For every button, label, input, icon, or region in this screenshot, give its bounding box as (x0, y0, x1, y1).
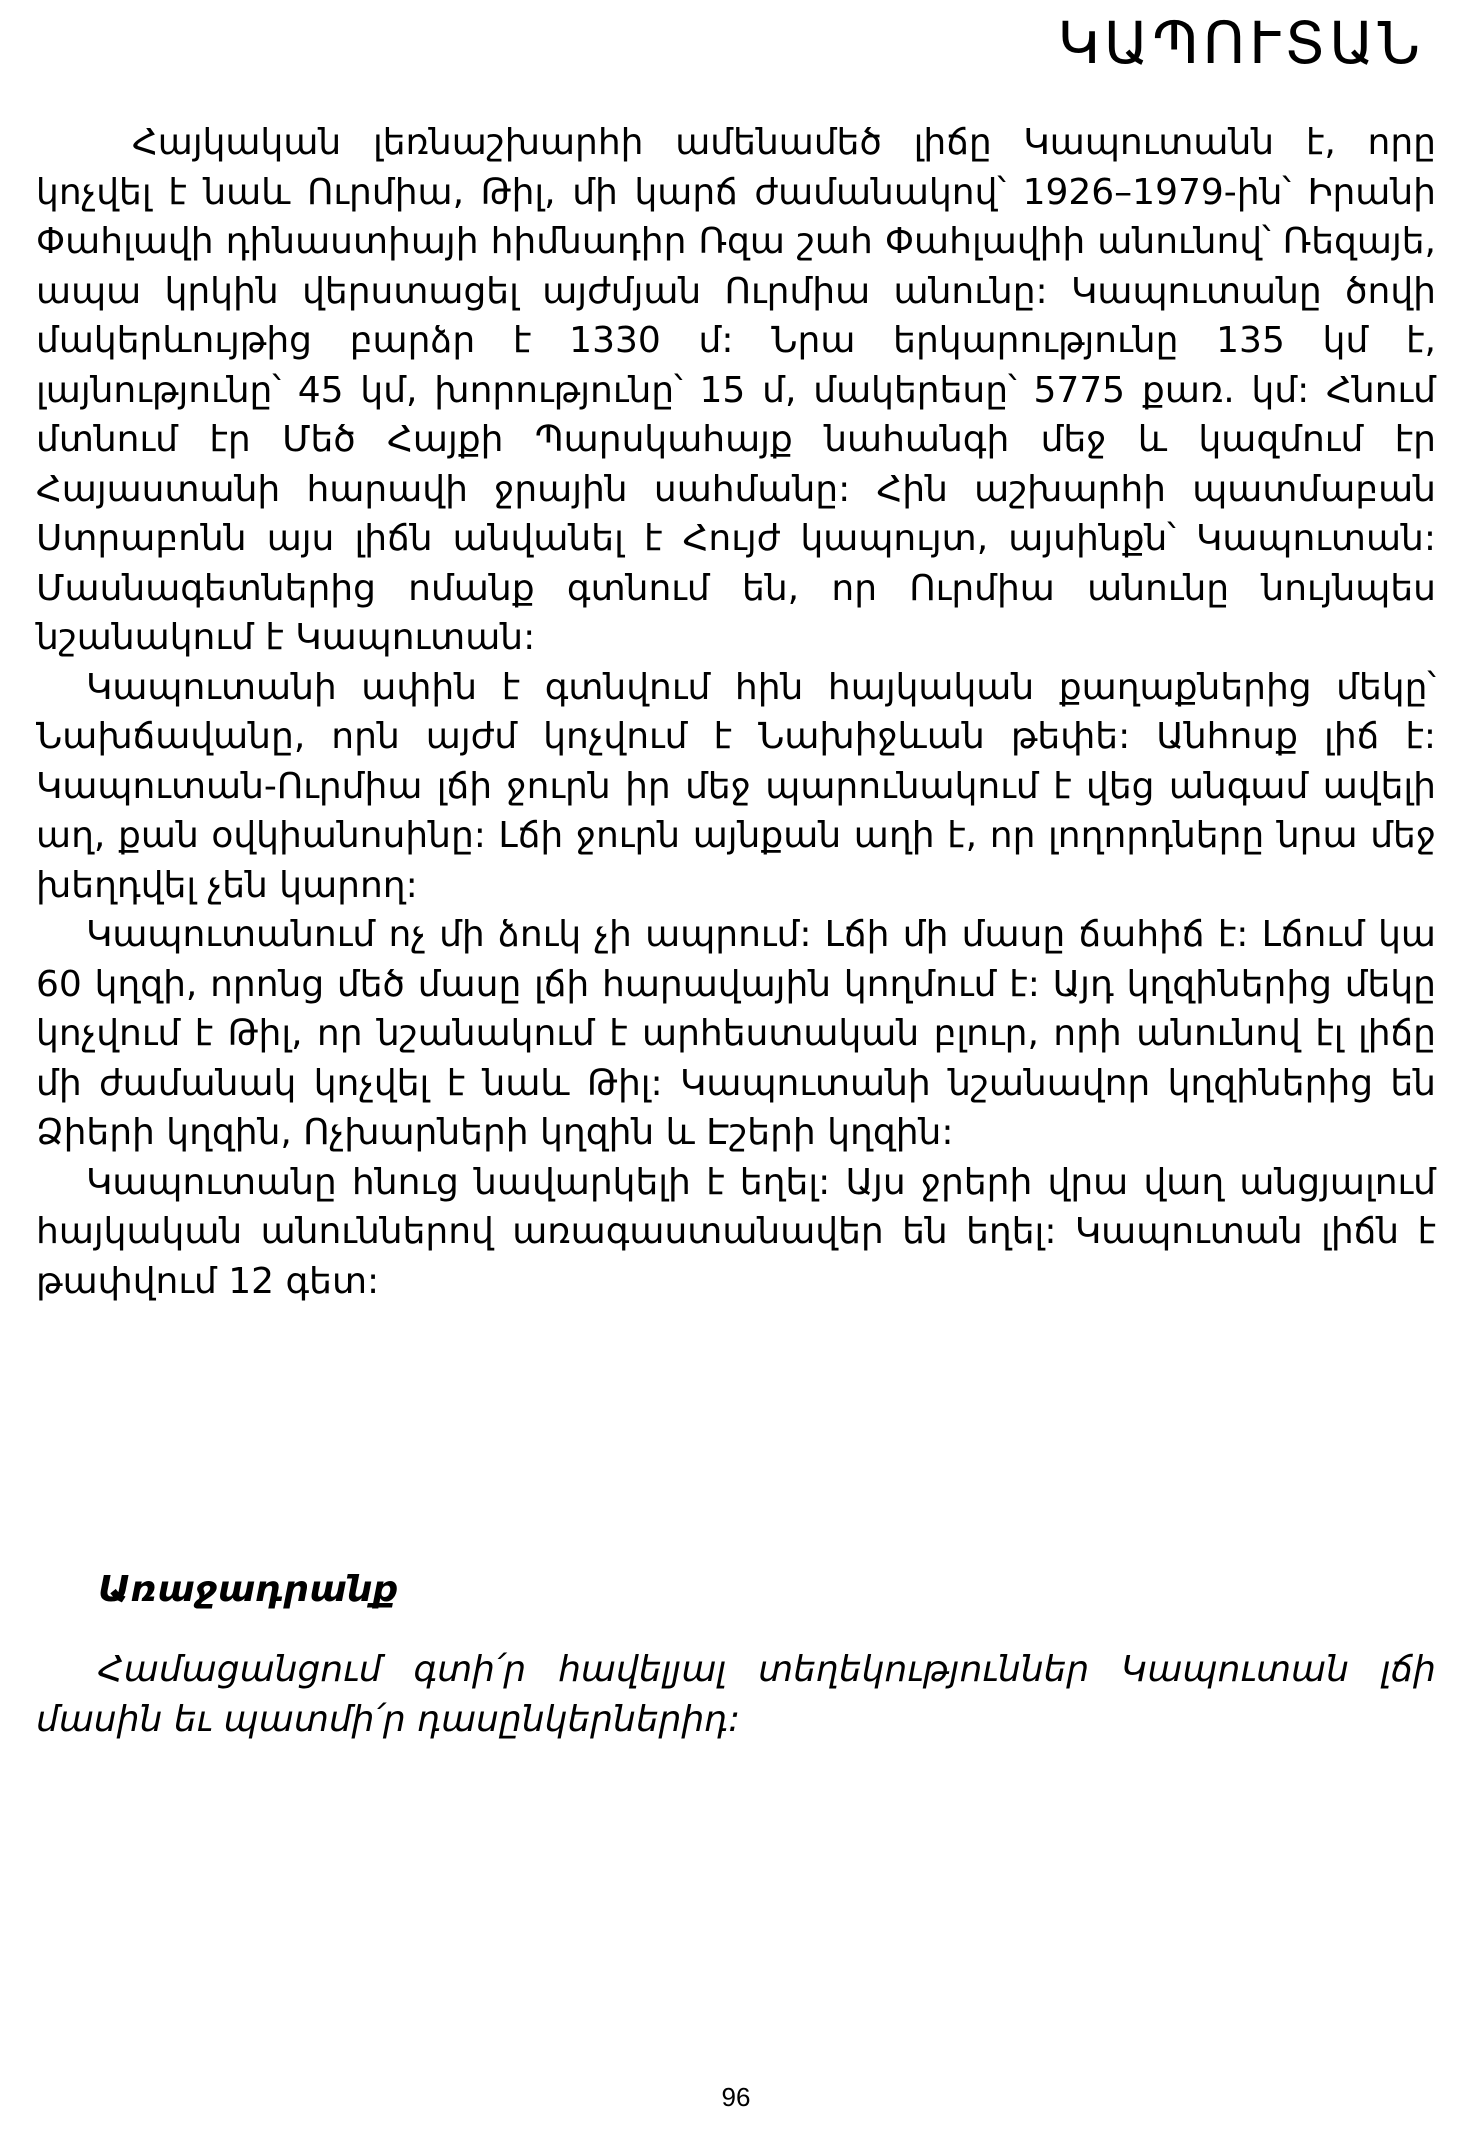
exercise-heading: Առաջադրանք (98, 1569, 399, 1610)
paragraph-1: Հայկական լեռնաշխարհի ամենամեծ լիճը Կապուտանն է, որը կոչվել է նաև Ուրմիա, Թիլ, մի կարճ ժամանակով՝ 1926–1979-ին՝ Իրանի Փահլավի դինաստիայի հիմնադիր Ռզա շահ Փահլավիի անունով՝ Ռեզայե, ապա կրկին վերստացել այժմյան Ուրմիա անունը: Կապուտանը ծովի մակերևույթից բարձր է 1330 մ: Նրա երկարությունը 135 կմ է, լայնությունը՝ 45 կմ, խորությունը՝ 15 մ, մակերեսը՝ 5775 քառ. կմ: Հնում մտնում էր Մեծ Հայքի Պարսկահայք նահանգի մեջ և կազմում էր Հայաստանի հարավի ջրային սահմանը: Հին աշխարհի պատմաբան Ստրաբոնն այս լիճն անվանել է Հույժ կապույտ, այսինքն՝ Կապուտան: Մասնագետներից ոմանք գտնում են, որ Ուրմիա անունը նույնպես նշանակում է Կապուտան: (36, 122, 1436, 658)
paragraph-3: Կապուտանում ոչ մի ձուկ չի ապրում: Լճի մի մասը ճահիճ է: Լճում կա 60 կղզի, որոնց մեծ մասը լճի հարավային կողմում է: Այդ կղզիներից մեկը կոչվում է Թիլ, որ նշանակում է արհեստական բլուր, որի անունով էլ լիճը մի ժամանակ կոչվել է նաև Թիլ: Կապուտանի նշանավոր կղզիներից են Ձիերի կղզին, Ոչխարների կղզին և Էշերի կղզին: (36, 914, 1436, 1153)
chapter-title: ԿԱՊՈՒՏԱՆ (1057, 9, 1424, 77)
paragraph-4: Կապուտանը հնուց նավարկելի է եղել: Այս ջրերի վրա վաղ անցյալում հայկական անուններով առագաստանավեր են եղել: Կապուտան լիճն է թափվում 12 գետ: (36, 1161, 1436, 1302)
paragraph-2: Կապուտանի ափին է գտնվում հին հայկական քաղաքներից մեկը՝ Նախճավանը, որն այժմ կոչվում է Նախիջևան թեփե: Անհոսք լիճ է: Կապուտան-Ուրմիա լճի ջուրն իր մեջ պարունակում է վեց անգամ ավելի աղ, քան օվկիանոսինը: Լճի ջուրն այնքան աղի է, որ լողորդները նրա մեջ խեղդվել չեն կարող: (36, 666, 1436, 906)
page-number: 96 (721, 2082, 751, 2112)
exercise-text: Համացանցում գտի՛ր հավելյալ տեղեկություններ Կապուտան լճի մասին եւ պատմի՛ր դասընկերներիդ: (36, 1649, 1436, 1740)
body-text (36, 118, 1436, 1306)
